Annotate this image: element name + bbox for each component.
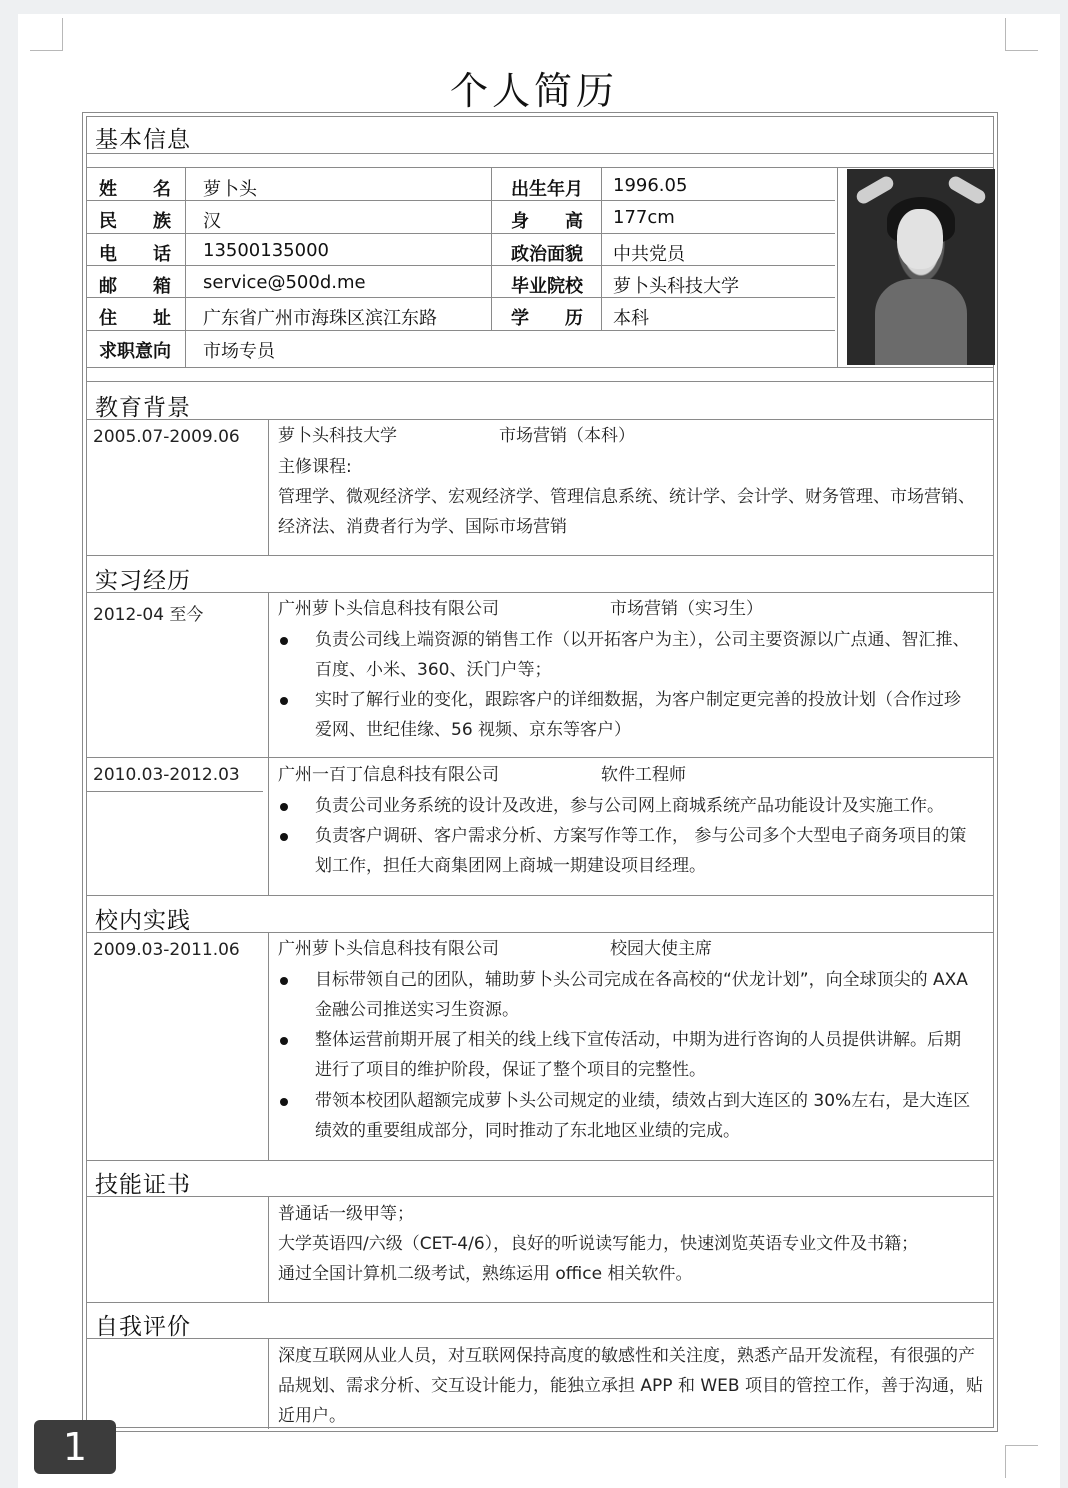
divider — [87, 592, 993, 593]
value-ethnicity: 汉 — [203, 211, 221, 232]
campus-company: 广州萝卜头信息科技有限公司 — [278, 939, 499, 959]
label-intent: 求职意向 — [99, 341, 171, 362]
divider — [87, 367, 993, 368]
internship-duty: 负责客户调研、客户需求分析、方案写作等工作， 参与公司多个大型电子商务项目的策 — [315, 826, 967, 846]
photo-face — [897, 209, 943, 269]
value-school: 萝卜头科技大学 — [613, 276, 739, 297]
bullet — [280, 833, 288, 841]
divider — [87, 381, 993, 382]
label-political: 政治面貌 — [511, 244, 583, 265]
divider — [87, 757, 993, 758]
campus-duty: 目标带领自己的团队，辅助萝卜头公司完成在各高校的“伏龙计划”，向全球顶尖的 AXA — [315, 970, 968, 990]
education-courses-line: 管理学、微观经济学、宏观经济学、管理信息系统、统计学、会计学、财务管理、市场营销、 — [278, 487, 975, 507]
crop-mark-top-right — [1005, 18, 1038, 51]
internship-date: 2010.03-2012.03 — [93, 765, 240, 785]
value-political: 中共党员 — [613, 244, 685, 265]
skill-item: 普通话一级甲等； — [278, 1204, 414, 1224]
divider — [87, 233, 835, 234]
internship-company: 广州一百丁信息科技有限公司 — [278, 765, 499, 785]
crop-mark-top-left — [30, 18, 63, 51]
campus-duty: 进行了项目的维护阶段，保证了整个项目的完整性。 — [315, 1060, 706, 1080]
divider — [268, 419, 269, 555]
section-heading-internship: 实习经历 — [95, 568, 191, 594]
internship-duty: 实时了解行业的变化，跟踪客户的详细数据，为客户制定更完善的投放计划（合作过珍 — [315, 690, 961, 710]
internship-duty: 爱网、世纪佳缘、56 视频、京东等客户） — [315, 720, 632, 740]
profile-photo — [847, 169, 995, 365]
divider — [268, 932, 269, 1160]
value-height: 177cm — [613, 207, 675, 228]
label-school: 毕业院校 — [511, 276, 583, 297]
divider — [185, 167, 186, 367]
divider — [87, 555, 993, 556]
divider — [87, 200, 835, 201]
education-courses-label: 主修课程: — [278, 457, 352, 477]
section-heading-self: 自我评价 — [95, 1314, 191, 1340]
internship-date: 2012-04 至今 — [93, 605, 204, 625]
divider — [87, 791, 263, 792]
bullet — [280, 977, 288, 985]
divider — [87, 932, 993, 933]
skill-item: 通过全国计算机二级考试，熟练运用 office 相关软件。 — [278, 1264, 693, 1284]
internship-role: 市场营销（实习生） — [610, 599, 763, 619]
label-birth: 出生年月 — [511, 179, 583, 200]
section-heading-basic: 基本信息 — [95, 127, 191, 153]
divider — [491, 167, 492, 330]
photo-arm-left — [854, 174, 896, 206]
campus-duty: 绩效的重要组成部分，同时推动了东北地区业绩的完成。 — [315, 1121, 740, 1141]
divider — [87, 1338, 993, 1339]
divider — [87, 167, 993, 168]
divider — [268, 1338, 269, 1429]
self-evaluation-line: 品规划、需求分析、交互设计能力，能独立承担 APP 和 WEB 项目的管控工作，善于沟通，贴 — [278, 1376, 983, 1396]
education-courses-line: 经济法、消费者行为学、国际市场营销 — [278, 517, 567, 537]
internship-duty: 负责公司业务系统的设计及改进，参与公司网上商城系统产品功能设计及实施工作。 — [315, 796, 944, 816]
label-ethnicity: 民 族 — [99, 211, 171, 232]
crop-mark-bottom-right — [1005, 1445, 1038, 1478]
divider — [601, 167, 602, 330]
divider — [268, 592, 269, 895]
divider — [87, 153, 993, 154]
self-evaluation-line: 深度互联网从业人员，对互联网保持高度的敏感性和关注度，熟悉产品开发流程，有很强的产 — [278, 1346, 975, 1366]
internship-company: 广州萝卜头信息科技有限公司 — [278, 599, 499, 619]
bullet — [280, 1037, 288, 1045]
divider — [87, 419, 993, 420]
photo-arm-right — [946, 174, 988, 206]
campus-duty: 带领本校团队超额完成萝卜头公司规定的业绩，绩效占到大连区的 30%左右，是大连区 — [315, 1091, 971, 1111]
campus-duty: 整体运营前期开展了相关的线上线下宣传活动，中期为进行咨询的人员提供讲解。后期 — [315, 1030, 961, 1050]
value-intent: 市场专员 — [203, 341, 275, 362]
label-name: 姓 名 — [99, 179, 171, 200]
campus-role: 校园大使主席 — [610, 939, 712, 959]
internship-duty: 负责公司线上端资源的销售工作（以开拓客户为主），公司主要资源以广点通、智汇推、 — [315, 630, 970, 650]
divider — [87, 1302, 993, 1303]
internship-duty: 划工作，担任大商集团网上商城一期建设项目经理。 — [315, 856, 706, 876]
value-phone: 13500135000 — [203, 240, 329, 261]
divider — [87, 1196, 993, 1197]
section-heading-campus: 校内实践 — [95, 908, 191, 934]
page-number-badge[interactable]: 1 — [34, 1420, 116, 1474]
value-email: service@500d.me — [203, 272, 366, 293]
value-degree: 本科 — [613, 308, 649, 329]
bullet — [280, 697, 288, 705]
education-school: 萝卜头科技大学 — [278, 426, 397, 446]
divider — [268, 1196, 269, 1302]
section-heading-skills: 技能证书 — [95, 1172, 191, 1198]
self-evaluation-line: 近用户。 — [278, 1406, 346, 1426]
label-phone: 电 话 — [99, 244, 171, 265]
bullet — [280, 1098, 288, 1106]
value-address: 广东省广州市海珠区滨江东路 — [203, 308, 437, 329]
campus-date: 2009.03-2011.06 — [93, 940, 240, 960]
divider — [87, 1160, 993, 1161]
resume-title: 个人简历 — [449, 69, 618, 113]
divider — [87, 330, 835, 331]
divider — [837, 167, 838, 367]
campus-duty: 金融公司推送实习生资源。 — [315, 1000, 519, 1020]
resume-table — [82, 112, 998, 1432]
divider — [87, 265, 835, 266]
resume-table-inner — [86, 116, 994, 1428]
divider — [87, 895, 993, 896]
label-height: 身 高 — [511, 211, 583, 232]
education-major: 市场营销（本科） — [499, 426, 635, 446]
photo-body — [875, 279, 967, 365]
skill-item: 大学英语四/六级（CET-4/6），良好的听说读写能力，快速浏览英语专业文件及书籍； — [278, 1234, 919, 1254]
value-birth: 1996.05 — [613, 175, 688, 196]
label-degree: 学 历 — [511, 308, 583, 329]
bullet — [280, 803, 288, 811]
internship-duty: 百度、小米、360、沃门户等； — [315, 660, 552, 680]
section-heading-education: 教育背景 — [95, 395, 191, 421]
education-date: 2005.07-2009.06 — [93, 427, 240, 447]
value-name: 萝卜头 — [203, 179, 257, 200]
label-address: 住 址 — [99, 308, 171, 329]
internship-role: 软件工程师 — [601, 765, 686, 785]
label-email: 邮 箱 — [99, 276, 171, 297]
bullet — [280, 637, 288, 645]
